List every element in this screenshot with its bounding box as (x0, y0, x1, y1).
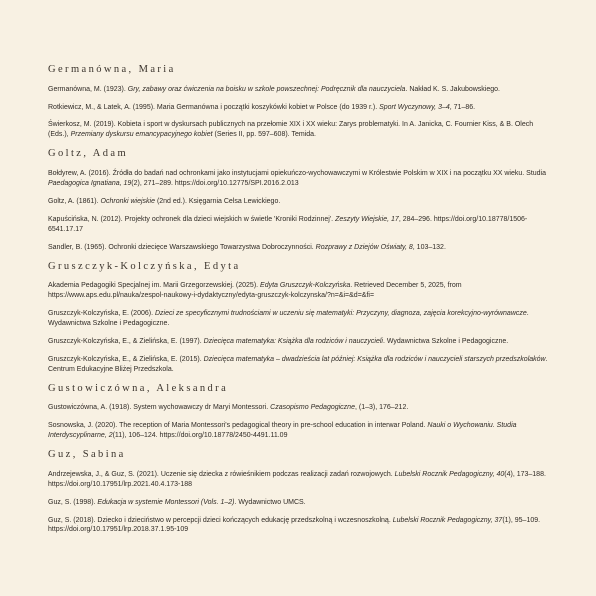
section-heading: Gruszczyk-Kolczyńska, Edyta (48, 260, 241, 272)
section-goltz (48, 148, 548, 252)
reference-entry: Sandler, B. (1965). Ochronki dziecięce Warszawskiego Towarzystwa Dobroczynności. Rozprawy z Dziejów Oświaty, 8, 103–132. (48, 243, 446, 251)
reference-entry: Sosnowska, J. (2020). The reception of Maria Montessori's pedagogical theory in pre-school education in interwar Poland. Nauki o Wychowaniu. Studia Interdyscyplinarne, 2(11), 106–124. https://doi.org/10.18778/2450-4491.11.09 (48, 422, 517, 440)
section-heading: Gustowiczówna, Aleksandra (48, 382, 229, 394)
section-gustowiczowna (48, 383, 548, 441)
reference-entry: Świerkosz, M. (2019). Kobieta i sport w dyskursach publicznych na przełomie XIX i XX wieku: Zarys problematyki. In A. Janicka, C. Fournier Kiss, & B. Olech (Eds.), Przemiany dyskursu emancypacyjnego kobiet (Series II, pp. 597–608). Temida. (48, 121, 534, 139)
reference-entry: Kapuścińska, N. (2012). Projekty ochronek dla dzieci wiejskich w świetle 'Kroniki Rodzinnej'. Zeszyty Wiejskie, 17, 284–296. https://doi.org/10.18778/1506-6541.17.17 (48, 215, 528, 233)
section-guz (48, 449, 548, 535)
reference-entry: Guz, S. (1998). Edukacja w systemie Montessori (Vols. 1–2). Wydawnictwo UMCS. (48, 498, 306, 506)
reference-entry: Gustowiczówna, A. (1918). System wychowawczy dr Maryi Montessori. Czasopismo Pedagogiczne, (1–3), 176–212. (48, 404, 409, 412)
reference-entry: Goltz, A. (1861). Ochronki wiejskie (2nd ed.). Księgarnia Celsa Lewickiego. (48, 197, 281, 205)
reference-entry: Bołdyrew, A. (2016). Źródła do badań nad ochronkami jako instytucjami opiekuńczo-wychowawczymi w Królestwie Polskim w XIX i na początku XX wieku. Studia Paedagogica Ignatiana, 19(2), 271–289. https://doi.org/10.12775/SPI.2016.2.013 (48, 169, 547, 187)
reference-entry: Gruszczyk-Kolczyńska, E. (2006). Dzieci ze specyficznymi trudnościami w uczeniu się matematyki: Przyczyny, diagnoza, zajęcia korekcyjno-wyrównawcze. Wydawnictwa Szkolne i Pedagogiczne. (48, 310, 529, 327)
section-gruszczyk-kolczynska (48, 261, 548, 375)
section-heading: Germanówna, Maria (48, 64, 176, 75)
reference-entry: Germanówna, M. (1923). Gry, zabawy oraz ćwiczenia na boisku w szkole powszechnej: Podręcznik dla nauczyciela. Nakład K. S. Jakubowskiego. (48, 85, 500, 93)
section-heading: Goltz, Adam (48, 148, 129, 160)
reference-entry: Rotkiewicz, M., & Latek, A. (1995). Maria Germanówna i początki koszykówki kobiet w Polsce (do 1939 r.). Sport Wyczynowy, 3–4, 71–86. (48, 103, 476, 111)
reference-entry: Guz, S. (2018). Dziecko i dzieciństwo w percepcji dzieci kończących edukację przedszkolną i wczesnoszkolną. Lubelski Rocznik Pedagogiczny, 37(1), 95–109. https://doi.org/10.17951/lrp.2018.37.1.95-109 (48, 516, 541, 534)
reference-entry: Gruszczyk-Kolczyńska, E., & Zielińska, E. (1997). Dziecięca matematyka: Książka dla rodziców i nauczycieli. Wydawnictwa Szkolne i Pedagogiczne. (48, 337, 509, 345)
reference-entry: Akademia Pedagogiki Specjalnej im. Marii Grzegorzewskiej. (2025). Edyta Gruszczyk-Kolczyńska. Retrieved December 5, 2025, from https://www.aps.edu.pl/nauka/zespol-naukowy-i-dydaktyczny/edyta-gruszczyk-kolczynska/?n=&i=&d=&fi= (48, 282, 462, 300)
section-germanowna (48, 64, 548, 140)
reference-entry: Gruszczyk-Kolczyńska, E., & Zielińska, E. (2015). Dziecięca matematyka – dwadzieścia lat później: Książka dla rodziców i nauczycieli starszych przedszkolaków. Centrum Edukacyjne Bliżej Przedszkola. (48, 355, 548, 373)
reference-entry: Andrzejewska, J., & Guz, S. (2021). Uczenie się dziecka z rówieśnikiem podczas realizacji zadań rozwojowych. Lubelski Rocznik Pedagogiczny, 40(4), 173–188. https://doi.org/10.17951/lrp.2021.40.4.173-188 (48, 470, 546, 488)
section-heading: Guz, Sabina (48, 449, 126, 461)
